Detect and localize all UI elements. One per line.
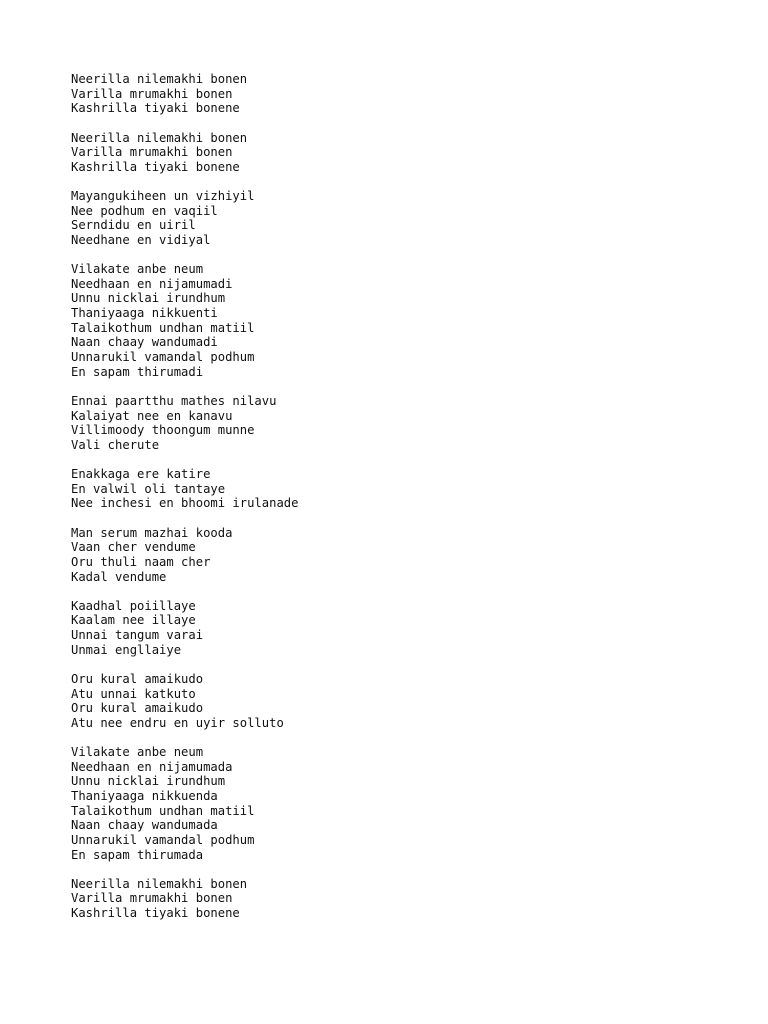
stanza bbox=[71, 599, 731, 658]
lyric-line: En sapam thirumada bbox=[71, 847, 204, 862]
lyric-line: Varilla mrumakhi bonen bbox=[71, 86, 233, 101]
lyric-line: Thaniyaaga nikkuenti bbox=[71, 306, 218, 321]
lyrics-document bbox=[71, 72, 731, 935]
lyric-line: Varilla mrumakhi bonen bbox=[71, 891, 233, 906]
lyric-line: Mayangukiheen un vizhiyil bbox=[71, 189, 255, 204]
lyric-line: Ennai paartthu mathes nilavu bbox=[71, 393, 277, 408]
stanza bbox=[71, 189, 731, 248]
lyric-line: Vilakate anbe neum bbox=[71, 262, 204, 277]
lyric-line: Unnarukil vamandal podhum bbox=[71, 832, 255, 847]
lyric-line: Talaikothum undhan matiil bbox=[71, 803, 255, 818]
lyric-line: Atu unnai katkuto bbox=[71, 686, 196, 701]
lyric-line: Kadal vendume bbox=[71, 569, 167, 584]
stanza bbox=[71, 877, 731, 921]
lyric-line: Neerilla nilemakhi bonen bbox=[71, 130, 248, 145]
lyric-line: Kashrilla tiyaki bonene bbox=[71, 101, 240, 116]
lyric-line: Naan chaay wandumada bbox=[71, 818, 218, 833]
lyric-line: En valwil oli tantaye bbox=[71, 481, 226, 496]
stanza bbox=[71, 131, 731, 175]
lyric-line: Atu nee endru en uyir solluto bbox=[71, 715, 284, 730]
lyric-line: Talaikothum undhan matiil bbox=[71, 320, 255, 335]
stanza bbox=[71, 467, 731, 511]
lyric-line: Unnarukil vamandal podhum bbox=[71, 350, 255, 365]
lyric-line: Oru thuli naam cher bbox=[71, 554, 211, 569]
lyric-line: Vilakate anbe neum bbox=[71, 745, 204, 760]
stanza bbox=[71, 526, 731, 585]
lyric-line: Kalaiyat nee en kanavu bbox=[71, 408, 233, 423]
lyric-line: Vaan cher vendume bbox=[71, 540, 196, 555]
lyric-line: Varilla mrumakhi bonen bbox=[71, 145, 233, 160]
stanza bbox=[71, 262, 731, 379]
lyric-line: Man serum mazhai kooda bbox=[71, 525, 233, 540]
lyric-line: Kaadhal poiillaye bbox=[71, 598, 196, 613]
lyric-line: Nee podhum en vaqiil bbox=[71, 203, 218, 218]
lyric-line: Vali cherute bbox=[71, 437, 160, 452]
lyric-line: Villimoody thoongum munne bbox=[71, 423, 255, 438]
lyric-line: Unmai engllaiye bbox=[71, 642, 182, 657]
lyric-line: En sapam thirumadi bbox=[71, 364, 204, 379]
stanza bbox=[71, 394, 731, 453]
lyric-line: Kashrilla tiyaki bonene bbox=[71, 906, 240, 921]
lyric-line: Needhane en vidiyal bbox=[71, 232, 211, 247]
lyric-line: Serndidu en uiril bbox=[71, 218, 196, 233]
lyric-line: Unnai tangum varai bbox=[71, 628, 204, 643]
lyric-line: Unnu nicklai irundhum bbox=[71, 291, 226, 306]
lyric-line: Kashrilla tiyaki bonene bbox=[71, 159, 240, 174]
lyric-line: Thaniyaaga nikkuenda bbox=[71, 788, 218, 803]
lyric-line: Needhaan en nijamumadi bbox=[71, 276, 233, 291]
lyric-line: Naan chaay wandumadi bbox=[71, 335, 218, 350]
lyric-line: Oru kural amaikudo bbox=[71, 701, 204, 716]
lyric-line: Enakkaga ere katire bbox=[71, 467, 211, 482]
stanza bbox=[71, 745, 731, 862]
lyric-line: Kaalam nee illaye bbox=[71, 613, 196, 628]
lyric-line: Oru kural amaikudo bbox=[71, 671, 204, 686]
lyric-line: Nee inchesi en bhoomi irulanade bbox=[71, 496, 299, 511]
stanza bbox=[71, 672, 731, 731]
lyric-line: Needhaan en nijamumada bbox=[71, 759, 233, 774]
stanza bbox=[71, 72, 731, 116]
lyric-line: Neerilla nilemakhi bonen bbox=[71, 876, 248, 891]
lyric-line: Neerilla nilemakhi bonen bbox=[71, 72, 248, 86]
lyric-line: Unnu nicklai irundhum bbox=[71, 774, 226, 789]
